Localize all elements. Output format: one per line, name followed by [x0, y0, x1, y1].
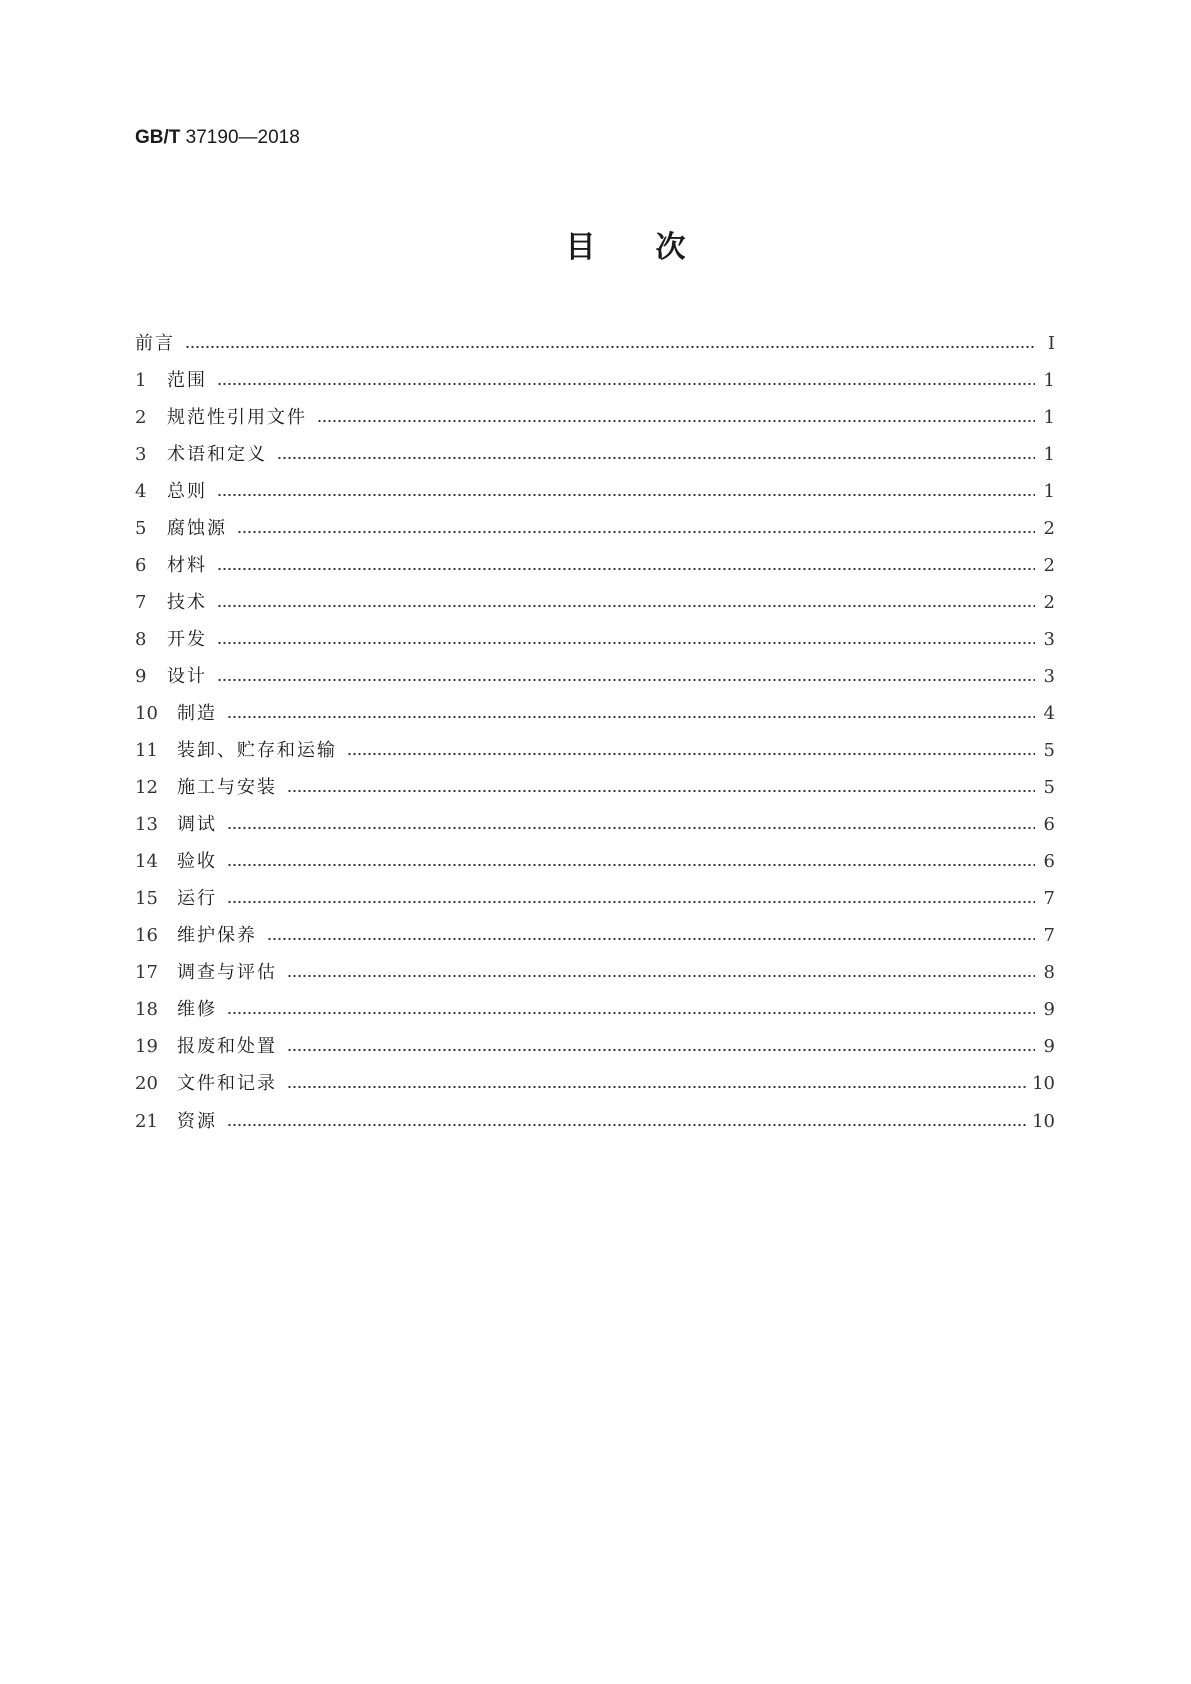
toc-entry-label: 规范性引用文件	[167, 406, 307, 428]
toc-entry[interactable]	[135, 955, 1055, 992]
toc-entry-label: 验收	[177, 851, 217, 873]
toc-leader-dots	[267, 937, 1035, 941]
toc-entry-page: 9	[1043, 999, 1055, 1021]
standard-prefix: GB/T	[135, 127, 181, 148]
toc-entry-number: 17	[135, 962, 158, 984]
toc-entry-label: 制造	[177, 702, 217, 724]
toc-entry[interactable]	[135, 695, 1055, 732]
toc-leader-dots	[217, 382, 1035, 386]
toc-leader-dots	[227, 1011, 1035, 1015]
toc-leader-dots	[227, 1123, 1026, 1127]
toc-entry-page: 6	[1043, 851, 1055, 873]
toc-entry[interactable]	[135, 1103, 1055, 1140]
toc-entry-label: 开发	[167, 628, 207, 650]
toc-entry[interactable]	[135, 584, 1055, 621]
toc-leader-dots	[217, 678, 1035, 682]
toc-entry-number: 10	[135, 702, 158, 724]
toc-entry-label: 资源	[177, 1110, 217, 1132]
toc-entry-label: 术语和定义	[167, 443, 267, 465]
toc-entry[interactable]	[135, 1066, 1055, 1103]
toc-entry-number: 16	[135, 925, 158, 947]
toc-entry-page: 1	[1043, 480, 1055, 502]
toc-entry-page: 10	[1032, 1110, 1055, 1132]
toc-leader-dots	[237, 530, 1035, 534]
toc-entry-number: 11	[135, 740, 158, 762]
toc-entry[interactable]	[135, 399, 1055, 436]
toc-leader-dots	[317, 419, 1035, 423]
toc-entry-label: 装卸、贮存和运输	[177, 740, 337, 762]
toc-leader-dots	[287, 974, 1035, 978]
toc-leader-dots	[227, 900, 1035, 904]
toc-entry-page: 10	[1032, 1073, 1055, 1095]
toc-entry-number: 15	[135, 888, 158, 910]
toc-entry-page: Ⅰ	[1047, 332, 1055, 354]
toc-leader-dots	[287, 789, 1035, 793]
toc-entry-page: 2	[1043, 554, 1055, 576]
toc-entry-page: 8	[1043, 962, 1055, 984]
toc-entry[interactable]	[135, 658, 1055, 695]
toc-entry-page: 5	[1043, 740, 1055, 762]
toc-entry-label: 文件和记录	[177, 1073, 277, 1095]
toc-entry[interactable]	[135, 621, 1055, 658]
toc-entry-label: 前言	[135, 332, 175, 354]
toc-entry-page: 2	[1043, 591, 1055, 613]
toc-entry[interactable]	[135, 436, 1055, 473]
toc-entry-number: 8	[135, 628, 147, 650]
toc-entry-number: 5	[135, 517, 147, 539]
toc-entry-label: 维护保养	[177, 925, 257, 947]
toc-entry-label: 材料	[167, 554, 207, 576]
toc-entry-label: 范围	[167, 369, 207, 391]
toc-entry-label: 腐蚀源	[167, 517, 227, 539]
toc-entry-page: 1	[1043, 406, 1055, 428]
toc-entry-label: 设计	[167, 665, 207, 687]
toc-entry-foreword[interactable]	[135, 325, 1055, 362]
toc-leader-dots	[217, 567, 1035, 571]
toc-entry-page: 7	[1043, 925, 1055, 947]
toc-entry[interactable]	[135, 992, 1055, 1029]
toc-entry-number: 6	[135, 554, 147, 576]
toc-entry-label: 技术	[167, 591, 207, 613]
toc-entry-label: 施工与安装	[177, 777, 277, 799]
toc-entry[interactable]	[135, 770, 1055, 807]
toc-entry[interactable]	[135, 1029, 1055, 1066]
toc-entry-label: 运行	[177, 888, 217, 910]
toc-entry-number: 18	[135, 999, 158, 1021]
toc-entry-page: 7	[1043, 888, 1055, 910]
table-of-contents	[135, 325, 1055, 1140]
toc-entry[interactable]	[135, 807, 1055, 844]
toc-entry-label: 报废和处置	[177, 1036, 277, 1058]
toc-leader-dots	[217, 604, 1035, 608]
toc-leader-dots	[185, 345, 1035, 349]
standard-number: 37190—2018	[185, 127, 300, 148]
toc-entry-number: 13	[135, 814, 158, 836]
toc-leader-dots	[217, 641, 1035, 645]
toc-leader-dots	[347, 752, 1035, 756]
toc-entry[interactable]	[135, 510, 1055, 547]
toc-entry[interactable]	[135, 918, 1055, 955]
toc-entry-label: 总则	[167, 480, 207, 502]
toc-entry-page: 9	[1043, 1036, 1055, 1058]
toc-entry[interactable]	[135, 362, 1055, 399]
toc-entry-number: 9	[135, 665, 147, 687]
toc-leader-dots	[227, 863, 1035, 867]
toc-entry-number: 19	[135, 1036, 158, 1058]
toc-leader-dots	[287, 1048, 1035, 1052]
toc-entry-number: 14	[135, 851, 158, 873]
toc-entry-page: 1	[1043, 443, 1055, 465]
toc-entry-label: 调试	[177, 814, 217, 836]
toc-entry-page: 4	[1043, 702, 1055, 724]
toc-entry[interactable]	[135, 844, 1055, 881]
toc-entry-page: 1	[1043, 369, 1055, 391]
toc-entry[interactable]	[135, 473, 1055, 510]
toc-entry-page: 3	[1043, 628, 1055, 650]
toc-entry[interactable]	[135, 881, 1055, 918]
toc-entry-number: 21	[135, 1110, 158, 1132]
toc-entry-number: 4	[135, 480, 147, 502]
toc-leader-dots	[217, 493, 1035, 497]
toc-entry-page: 3	[1043, 665, 1055, 687]
standard-code	[135, 126, 300, 150]
toc-entry-page: 6	[1043, 814, 1055, 836]
toc-entry-number: 1	[135, 369, 147, 391]
toc-entry-number: 3	[135, 443, 147, 465]
toc-entry-number: 7	[135, 591, 147, 613]
toc-entry-label: 调查与评估	[177, 962, 277, 984]
toc-leader-dots	[277, 456, 1035, 460]
toc-leader-dots	[287, 1085, 1026, 1089]
toc-entry-number: 12	[135, 777, 158, 799]
toc-leader-dots	[227, 826, 1035, 830]
toc-entry[interactable]	[135, 547, 1055, 584]
toc-entry-page: 2	[1043, 517, 1055, 539]
toc-entry[interactable]	[135, 733, 1055, 770]
toc-leader-dots	[227, 715, 1035, 719]
toc-entry-label: 维修	[177, 999, 217, 1021]
page-title: 目次	[565, 230, 746, 265]
toc-entry-number: 20	[135, 1073, 158, 1095]
toc-entry-number: 2	[135, 406, 147, 428]
toc-entry-page: 5	[1043, 777, 1055, 799]
